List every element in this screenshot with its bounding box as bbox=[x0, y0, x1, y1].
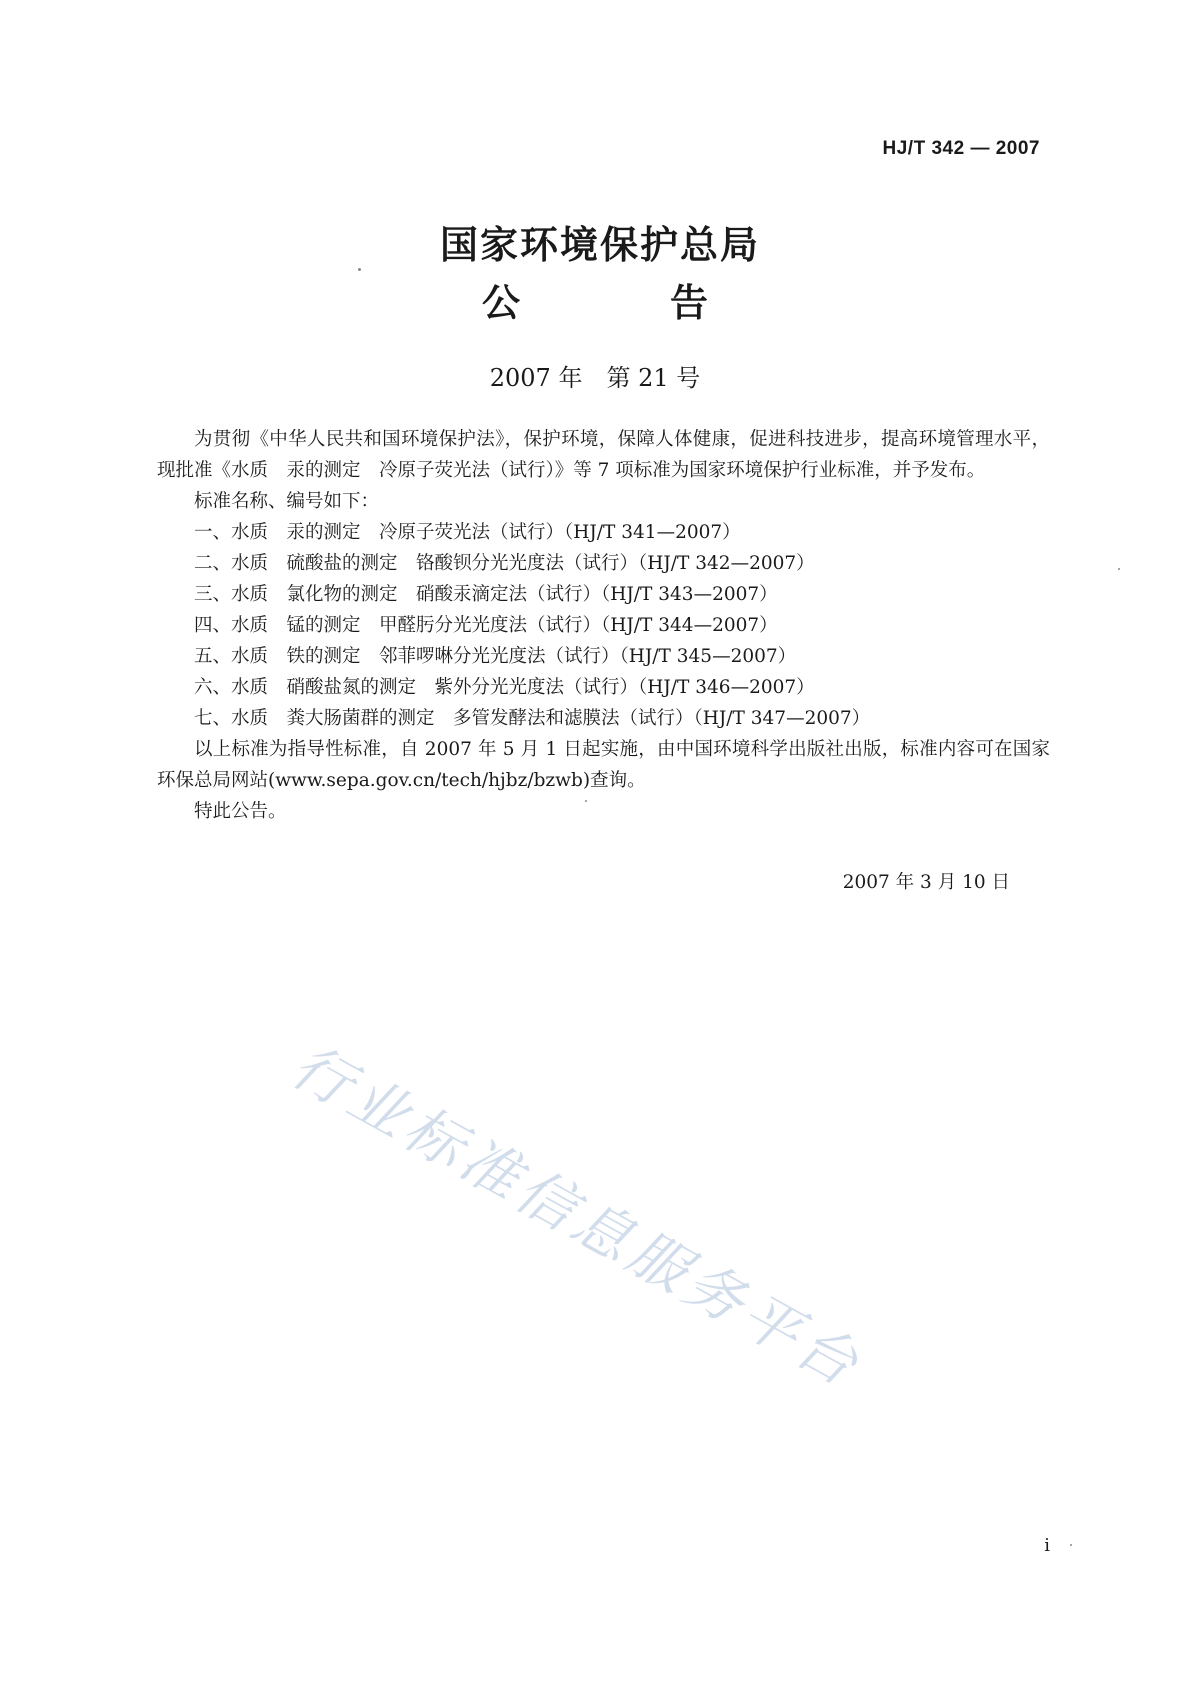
implementation-paragraph: 以上标准为指导性标准，自 2007 年 5 月 1 日起实施，由中国环境科学出版社出版，标准内容可在国家环保总局网站(www.sepa.gov.cn/tech/hjbz/bzwb)查询。 bbox=[157, 739, 1050, 791]
standard-item: 四、水质 锰的测定 甲醛肟分光光度法（试行）（HJ/T 344—2007） bbox=[194, 615, 778, 636]
standard-item: 六、水质 硝酸盐氮的测定 紫外分光光度法（试行）（HJ/T 346—2007） bbox=[194, 677, 815, 698]
standard-item: 五、水质 铁的测定 邻菲啰啉分光光度法（试行）（HJ/T 345—2007） bbox=[194, 646, 797, 667]
issue-line: 2007 年 第 21 号 bbox=[489, 364, 701, 392]
standard-item: 二、水质 硫酸盐的测定 铬酸钡分光光度法（试行）（HJ/T 342—2007） bbox=[194, 553, 815, 574]
notice-body bbox=[157, 424, 1050, 827]
watermark: 行业标准信息服务平台 bbox=[280, 1031, 874, 1402]
closing-line: 特此公告。 bbox=[194, 801, 287, 822]
standard-item: 七、水质 粪大肠菌群的测定 多管发酵法和滤膜法（试行）（HJ/T 347—2007） bbox=[194, 708, 871, 729]
scan-speck bbox=[358, 268, 361, 271]
page-number: i bbox=[1044, 1535, 1050, 1556]
list-heading: 标准名称、编号如下： bbox=[194, 491, 380, 512]
standard-item: 三、水质 氯化物的测定 硝酸汞滴定法（试行）（HJ/T 343—2007） bbox=[194, 584, 778, 605]
intro-paragraph: 为贯彻《中华人民共和国环境保护法》，保护环境，保障人体健康，促进科技进步，提高环境管理水平，现批准《水质 汞的测定 冷原子荧光法（试行）》等 7 项标准为国家环境保护行业标准，并予发布。 bbox=[157, 429, 1050, 481]
notice-title: 公告 bbox=[481, 281, 858, 325]
standard-item: 一、水质 汞的测定 冷原子荧光法（试行）（HJ/T 341—2007） bbox=[194, 522, 741, 543]
scan-speck bbox=[1118, 568, 1120, 570]
scan-speck bbox=[1070, 1544, 1072, 1546]
standard-code: HJ/T 342 — 2007 bbox=[882, 138, 1040, 159]
notice-date: 2007 年 3 月 10 日 bbox=[842, 872, 1010, 893]
scan-speck bbox=[585, 800, 587, 802]
agency-title: 国家环境保护总局 bbox=[439, 223, 760, 267]
